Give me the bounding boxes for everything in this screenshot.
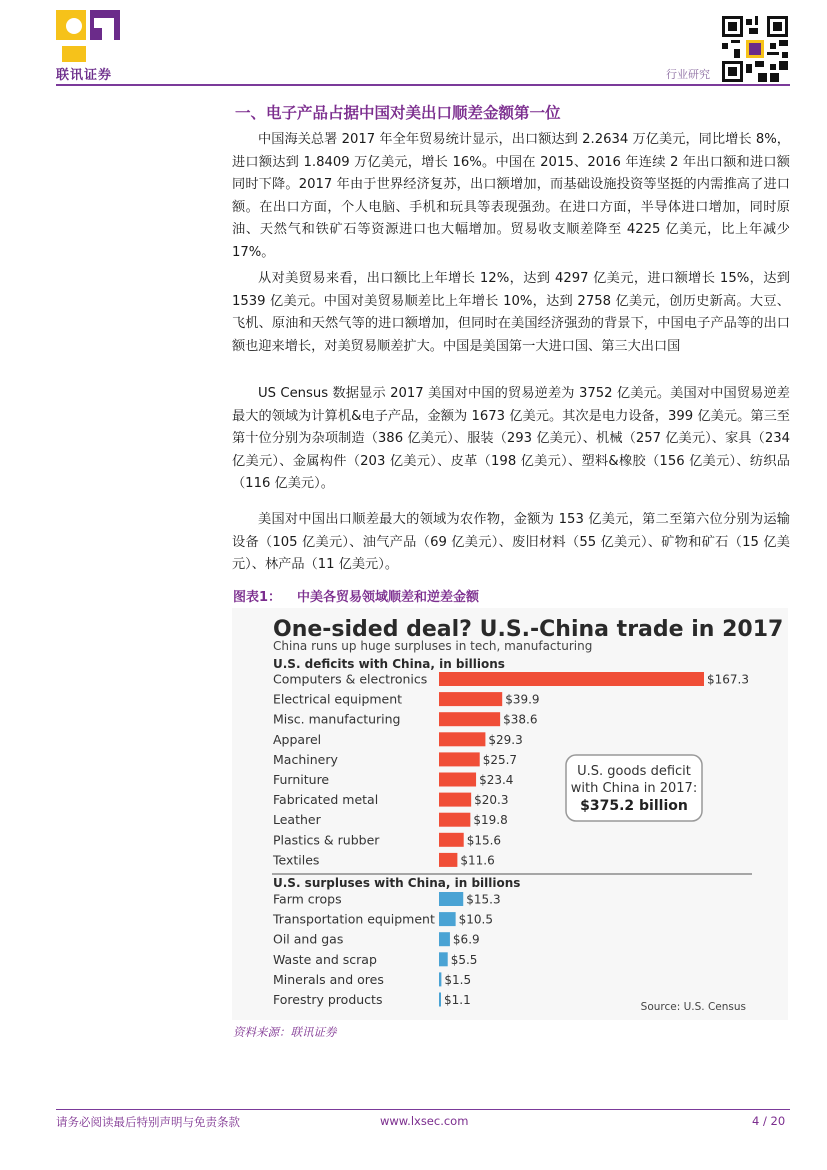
deficit-bar: [439, 692, 502, 706]
deficit-bar: [439, 773, 476, 787]
figure-caption: [233, 586, 479, 605]
surplus-bar: [439, 993, 441, 1007]
deficit-category-label: Plastics & rubber: [273, 832, 380, 848]
deficit-value-label: $39.9: [505, 692, 540, 707]
trade-bar-chart: [232, 608, 788, 1020]
deficit-value-label: $25.7: [482, 752, 518, 767]
deficit-category-label: Fabricated metal: [273, 792, 379, 808]
deficit-value-label: $15.6: [466, 833, 502, 848]
surplus-bar: [439, 972, 441, 986]
surplus-bar: [439, 912, 456, 926]
deficit-bar: [439, 833, 464, 847]
company-logo-text: 联讯证券: [56, 68, 113, 83]
deficit-bar: [439, 853, 457, 867]
surplus-value-label: $6.9: [452, 932, 480, 947]
deficit-category-label: Misc. manufacturing: [273, 711, 401, 727]
deficit-category-label: Furniture: [273, 772, 330, 787]
surplus-category-label: Farm crops: [273, 891, 342, 907]
surplus-value-label: $1.5: [444, 972, 472, 987]
figure-title: 中美各贸易领域顺差和逆差金额: [297, 590, 480, 605]
paragraph-2: 从对美贸易来看，出口额比上年增长 12%，达到 4297 亿美元，进口额增长 15%，达到 1539 亿美元。中国对美贸易顺差比上年增长 10%，达到 2758 亿美元，创历史新高。大豆、飞机、原油和天然气等的进口额增加，但同时在美国经济强劲的背景下，中国电子产品等的出口额也迎来增长，对美贸易顺差扩大。中国是美国第一大进口国、第三大出口国: [232, 271, 790, 354]
footer-divider: [56, 1109, 790, 1110]
surplus-category-label: Minerals and ores: [273, 971, 384, 987]
deficit-value-label: $38.6: [503, 712, 538, 727]
paragraph-1: 中国海关总署 2017 年全年贸易统计显示，出口额达到 2.2634 万亿美元，同比增长 8%，进口额达到 1.8409 万亿美元，增长 16%。中国在 2015、2016 年连续 2 年出口额和进口额同时下降。2017 年由于世界经济复苏，出口额增加，而基础设施投资等坚挺的内需推高了进口额。在出口方面，个人电脑、手机和玩具等表现强劲。在进口方面，半导体进口增加，同时原油、天然气和铁矿石等资源进口也大幅增加。贸易收支顺差降至 4225 亿美元，比上年减少 17%。: [232, 132, 790, 260]
deficit-bar: [439, 672, 704, 686]
section-title: 一、电子产品占据中国对美出口顺差金额第一位: [235, 104, 561, 122]
chart-subtitle: China runs up huge surpluses in tech, manufacturing: [273, 639, 593, 653]
figure-source: 资料来源：联讯证券: [233, 1025, 337, 1039]
surplus-value-label: $1.1: [444, 993, 471, 1007]
deficit-value-label: $20.3: [474, 793, 509, 808]
deficit-value-label: $23.4: [479, 773, 514, 787]
footer-url[interactable]: www.lxsec.com: [380, 1114, 469, 1128]
deficit-category-label: Textiles: [273, 852, 320, 868]
surplus-category-label: Oil and gas: [273, 931, 344, 947]
surplus-bar: [439, 892, 463, 906]
surplus-value-label: $5.5: [450, 952, 478, 967]
deficit-bar: [439, 732, 485, 746]
surplus-heading: U.S. surpluses with China, in billions: [273, 876, 521, 890]
deficit-value-label: $167.3: [707, 672, 749, 687]
deficit-bar: [439, 712, 500, 726]
deficit-bar: [439, 813, 470, 827]
callout-line-2: with China in 2017:: [570, 781, 698, 796]
deficit-category-label: Computers & electronics: [273, 671, 428, 687]
qr-code-icon: [722, 16, 788, 82]
deficit-value-label: $11.6: [460, 853, 495, 868]
deficit-value-label: $29.3: [488, 732, 523, 747]
page-number: 4 / 20: [752, 1114, 786, 1128]
chart-title: One-sided deal? U.S.-China trade in 2017: [273, 617, 784, 642]
deficit-bar: [439, 793, 471, 807]
paragraph-3: US Census 数据显示 2017 美国对中国的贸易逆差为 3752 亿美元。美国对中国贸易逆差最大的领域为计算机&电子产品，金额为 1673 亿美元。其次是电力设备，399 亿美元。第三至第十位分别为杂项制造（386 亿美元）、服装（293 亿美元）、机械（257 亿美元）、家具（234 亿美元）、金属构件（203 亿美元）、皮革（198 亿美元）、塑料&橡胶（156 亿美元）、纺织品（116 亿美元）。: [232, 386, 790, 491]
deficit-heading: U.S. deficits with China, in billions: [273, 657, 505, 671]
report-type-label: 行业研究: [666, 68, 710, 81]
surplus-category-label: Transportation equipment: [273, 911, 435, 927]
callout-line-1: U.S. goods deficit: [577, 764, 691, 779]
surplus-category-label: Waste and scrap: [273, 951, 377, 967]
footer-disclaimer: 请务必阅读最后特别声明与免责条款: [56, 1115, 240, 1129]
deficit-category-label: Electrical equipment: [273, 691, 403, 707]
surplus-value-label: $15.3: [466, 892, 501, 907]
deficit-value-label: $19.8: [473, 813, 508, 828]
deficit-category-label: Apparel: [273, 731, 322, 747]
surplus-bar: [439, 932, 450, 946]
deficit-category-label: Leather: [273, 812, 321, 828]
page-header: [0, 0, 827, 92]
surplus-bar: [439, 952, 448, 966]
paragraph-4: 美国对中国出口顺差最大的领域为农作物，金额为 153 亿美元，第二至第六位分别为运输设备（105 亿美元）、油气产品（69 亿美元）、废旧材料（55 亿美元）、矿物和矿石（15 亿美元）、林产品（11 亿美元）。: [232, 512, 790, 572]
deficit-bar: [439, 752, 480, 766]
deficit-category-label: Machinery: [273, 751, 338, 767]
callout-value: $375.2 billion: [580, 798, 688, 814]
surplus-value-label: $10.5: [458, 912, 493, 927]
chart-source-note: Source: U.S. Census: [640, 1001, 746, 1013]
header-divider: [56, 84, 790, 86]
figure-label: 图表1：: [233, 590, 282, 605]
surplus-category-label: Forestry products: [273, 992, 383, 1007]
